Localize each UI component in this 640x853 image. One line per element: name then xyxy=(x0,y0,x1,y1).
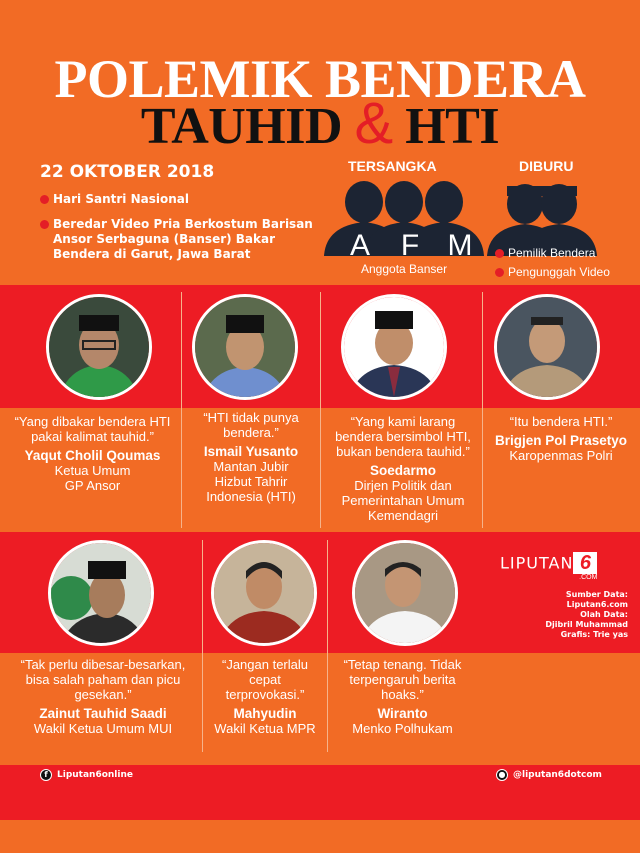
statement-quote: “Tak perlu dibesar-besarkan, bisa salah paham dan picu gesekan.” xyxy=(20,657,186,702)
timeline-bullet: Beredar Video Pria Berkostum Barisan Ansor Serbaguna (Banser) Bakar Bendera di Garut, Jawa Barat xyxy=(40,217,320,262)
title-tauhid: TAUHID xyxy=(140,98,355,155)
statement-role: Ketua Umum GP Ansor xyxy=(54,463,131,493)
statement-quote: “Itu bendera HTI.” xyxy=(509,414,613,429)
statement-card xyxy=(10,414,175,493)
suspects-subtitle: Anggota Banser xyxy=(361,262,448,276)
statement-role: Mantan Jubir Hizbut Tahrir Indonesia (HTI) xyxy=(206,459,296,504)
title-ampersand: & xyxy=(354,91,393,156)
twitter-icon: ● xyxy=(496,769,508,781)
statement-name: Ismail Yusanto xyxy=(203,444,299,459)
portrait-zainut xyxy=(48,540,154,646)
statement-card xyxy=(328,414,478,523)
event-date: 22 OKTOBER 2018 xyxy=(40,162,215,182)
statement-card xyxy=(340,657,465,736)
divider xyxy=(482,292,483,528)
statement-card xyxy=(486,414,636,463)
statement-name: Yaqut Cholil Qoumas xyxy=(24,448,161,463)
portrait-wiranto xyxy=(352,540,458,646)
statement-name: Mahyudin xyxy=(233,706,297,721)
statement-role: Wakil Ketua Umum MUI xyxy=(33,721,173,736)
bullet-dot-icon xyxy=(40,220,49,229)
bullet-dot-icon xyxy=(495,268,504,277)
bullet-dot-icon xyxy=(495,249,504,258)
wanted-item: Pengunggah Video xyxy=(495,265,610,280)
title-line-2 xyxy=(0,91,640,156)
statement-card xyxy=(8,657,198,736)
credits: Sumber Data: Liputan6.com Olah Data: Djibril Muhammad Grafis: Trie yas xyxy=(545,590,628,639)
statement-role: Menko Polhukam xyxy=(352,721,453,736)
liputan6-logo: LIPUTAN 6 .COM xyxy=(500,552,598,581)
wanted-title: DIBURU xyxy=(519,158,574,174)
facebook-icon: f xyxy=(40,769,52,781)
statement-role: Karopenmas Polri xyxy=(509,448,613,463)
timeline-bullets xyxy=(40,192,320,272)
statement-role: Dirjen Politik dan Pemerintahan Umum Kemendagri xyxy=(341,478,465,523)
logo-six-icon: 6 xyxy=(573,552,597,574)
portrait-yaqut xyxy=(46,294,152,400)
divider xyxy=(320,292,321,528)
statement-card xyxy=(190,410,312,504)
statement-card xyxy=(206,657,324,736)
wanted-item: Pemilik Bendera xyxy=(495,246,610,261)
bullet-dot-icon xyxy=(40,195,49,204)
statement-quote: “Tetap tenang. Tidak terpengaruh berita hoaks.” xyxy=(343,657,462,702)
statement-quote: “HTI tidak punya bendera.” xyxy=(203,410,299,440)
statement-name: Zainut Tauhid Saadi xyxy=(39,706,167,721)
twitter-link[interactable]: ● @liputan6dotcom xyxy=(496,769,602,781)
divider xyxy=(181,292,182,528)
statement-quote: “Yang dibakar bendera HTI pakai kalimat tauhid.” xyxy=(14,414,171,444)
portrait-soedarmo xyxy=(341,294,447,400)
portrait-ismail xyxy=(192,294,298,400)
suspects-title: TERSANGKA xyxy=(348,158,437,174)
statement-quote: “Yang kami larang bendera bersimbol HTI, bukan bendera tauhid.” xyxy=(335,414,471,459)
suspect-initials: A F M xyxy=(349,229,473,262)
wanted-list xyxy=(495,246,610,284)
divider xyxy=(202,540,203,752)
statement-quote: “Jangan terlalu cepat terprovokasi.” xyxy=(222,657,308,702)
statement-role: Wakil Ketua MPR xyxy=(214,721,316,736)
divider xyxy=(327,540,328,752)
title-hti: HTI xyxy=(392,98,500,155)
facebook-link[interactable]: f Liputan6online xyxy=(40,769,133,781)
timeline-bullet: Hari Santri Nasional xyxy=(40,192,320,207)
statement-name: Soedarmo xyxy=(369,463,437,478)
portrait-prasetyo xyxy=(494,294,600,400)
statement-name: Wiranto xyxy=(377,706,428,721)
portrait-mahyudin xyxy=(211,540,317,646)
statement-name: Brigjen Pol Prasetyo xyxy=(494,433,628,448)
title-line-1: POLEMIK BENDERA xyxy=(54,49,586,109)
